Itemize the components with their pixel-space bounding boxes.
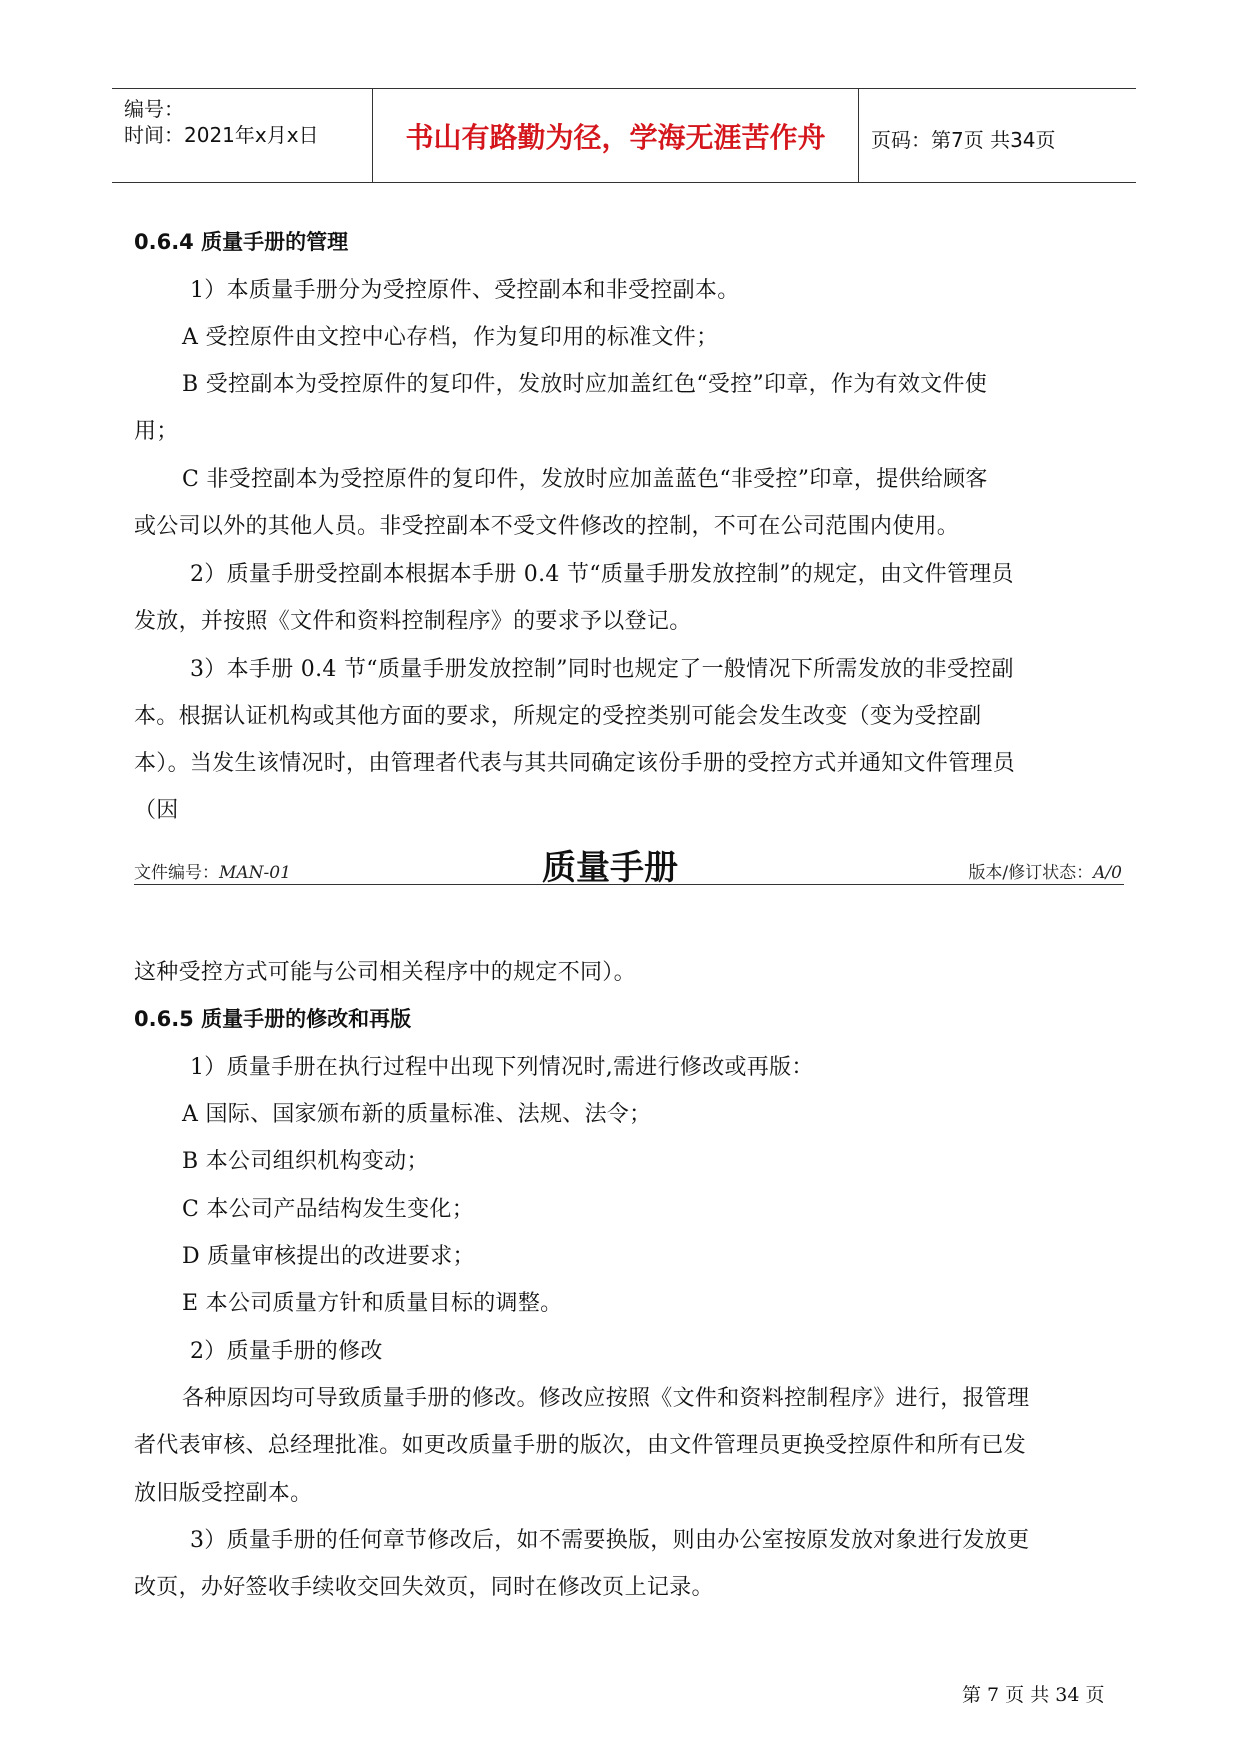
file-number-label: 文件编号： bbox=[134, 863, 219, 883]
paragraph-line: 放旧版受控副本。 bbox=[134, 1481, 313, 1506]
paragraph-line: A 受控原件由文控中心存档，作为复印用的标准文件； bbox=[182, 325, 719, 350]
document-date: 时间：2021年x月x日 bbox=[124, 123, 319, 147]
paragraph-line: 或公司以外的其他人员。非受控副本不受文件修改的控制，不可在公司范围内使用。 bbox=[134, 514, 960, 539]
paragraph-line: C 非受控副本为受控原件的复印件，发放时应加盖蓝色“非受控”印章，提供给顾客 bbox=[182, 467, 988, 492]
section-heading-064: 0.6.4 质量手册的管理 bbox=[134, 230, 349, 254]
paragraph-line: 发放，并按照《文件和资料控制程序》的要求予以登记。 bbox=[134, 609, 692, 634]
paragraph-line: 1）本质量手册分为受控原件、受控副本和非受控副本。 bbox=[190, 278, 740, 303]
document-header bbox=[112, 88, 1136, 183]
file-number-value: MAN-01 bbox=[219, 863, 291, 883]
header-motto-cell bbox=[372, 89, 859, 182]
paragraph-line: B 本公司组织机构变动； bbox=[182, 1149, 429, 1174]
section-heading-065: 0.6.5 质量手册的修改和再版 bbox=[134, 1007, 412, 1031]
paragraph-line: D 质量审核提出的改进要求； bbox=[182, 1244, 475, 1269]
paragraph-line: 本）。当发生该情况时，由管理者代表与其共同确定该份手册的受控方式并通知文件管理员 bbox=[134, 751, 1016, 776]
manual-title: 质量手册 bbox=[542, 848, 678, 888]
page-number-footer: 第 7 页 共 34 页 bbox=[962, 1684, 1105, 1706]
header-page-info: 页码：第7页 共34页 bbox=[871, 128, 1056, 152]
paragraph-line: 3）质量手册的任何章节修改后，如不需要换版，则由办公室按原发放对象进行发放更 bbox=[190, 1528, 1030, 1553]
paragraph-line: E 本公司质量方针和质量目标的调整。 bbox=[182, 1291, 563, 1316]
document-number-label: 编号： bbox=[124, 97, 184, 121]
motto-text: 书山有路勤为径，学海无涯苦作舟 bbox=[405, 121, 826, 154]
paragraph-line: 2）质量手册的修改 bbox=[190, 1339, 383, 1364]
paragraph-line: 者代表审核、总经理批准。如更改质量手册的版次，由文件管理员更换受控原件和所有已发 bbox=[134, 1433, 1027, 1458]
paragraph-line: C 本公司产品结构发生变化； bbox=[182, 1197, 475, 1222]
paragraph-line: 3）本手册 0.4 节“质量手册发放控制”同时也规定了一般情况下所需发放的非受控副 bbox=[190, 657, 1014, 682]
paragraph-line: 2）质量手册受控副本根据本手册 0.4 节“质量手册发放控制”的规定，由文件管理员 bbox=[190, 562, 1014, 587]
paragraph-line: A 国际、国家颁布新的质量标准、法规、法令； bbox=[182, 1102, 652, 1127]
paragraph-line: 1）质量手册在执行过程中出现下列情况时,需进行修改或再版： bbox=[190, 1055, 814, 1080]
paragraph-line: B 受控副本为受控原件的复印件，发放时应加盖红色“受控”印章，作为有效文件使 bbox=[182, 372, 988, 397]
paragraph-line: 本。根据认证机构或其他方面的要求，所规定的受控类别可能会发生改变（变为受控副 bbox=[134, 704, 982, 729]
file-number bbox=[134, 858, 291, 883]
paragraph-line: 用； bbox=[134, 419, 179, 444]
continuation-line: 这种受控方式可能与公司相关程序中的规定不同）。 bbox=[134, 960, 636, 985]
paragraph-line: 改页，办好签收手续收交回失效页，同时在修改页上记录。 bbox=[134, 1575, 714, 1600]
version-status bbox=[968, 858, 1122, 883]
version-value: A/0 bbox=[1093, 863, 1122, 883]
header-meta-cell bbox=[112, 89, 372, 182]
version-label: 版本/修订状态： bbox=[968, 863, 1094, 883]
paragraph-line: （因 bbox=[134, 798, 179, 823]
header-page-cell bbox=[859, 89, 1136, 182]
manual-title-bar bbox=[134, 840, 1124, 888]
paragraph-line: 各种原因均可导致质量手册的修改。修改应按照《文件和资料控制程序》进行，报管理 bbox=[182, 1386, 1030, 1411]
